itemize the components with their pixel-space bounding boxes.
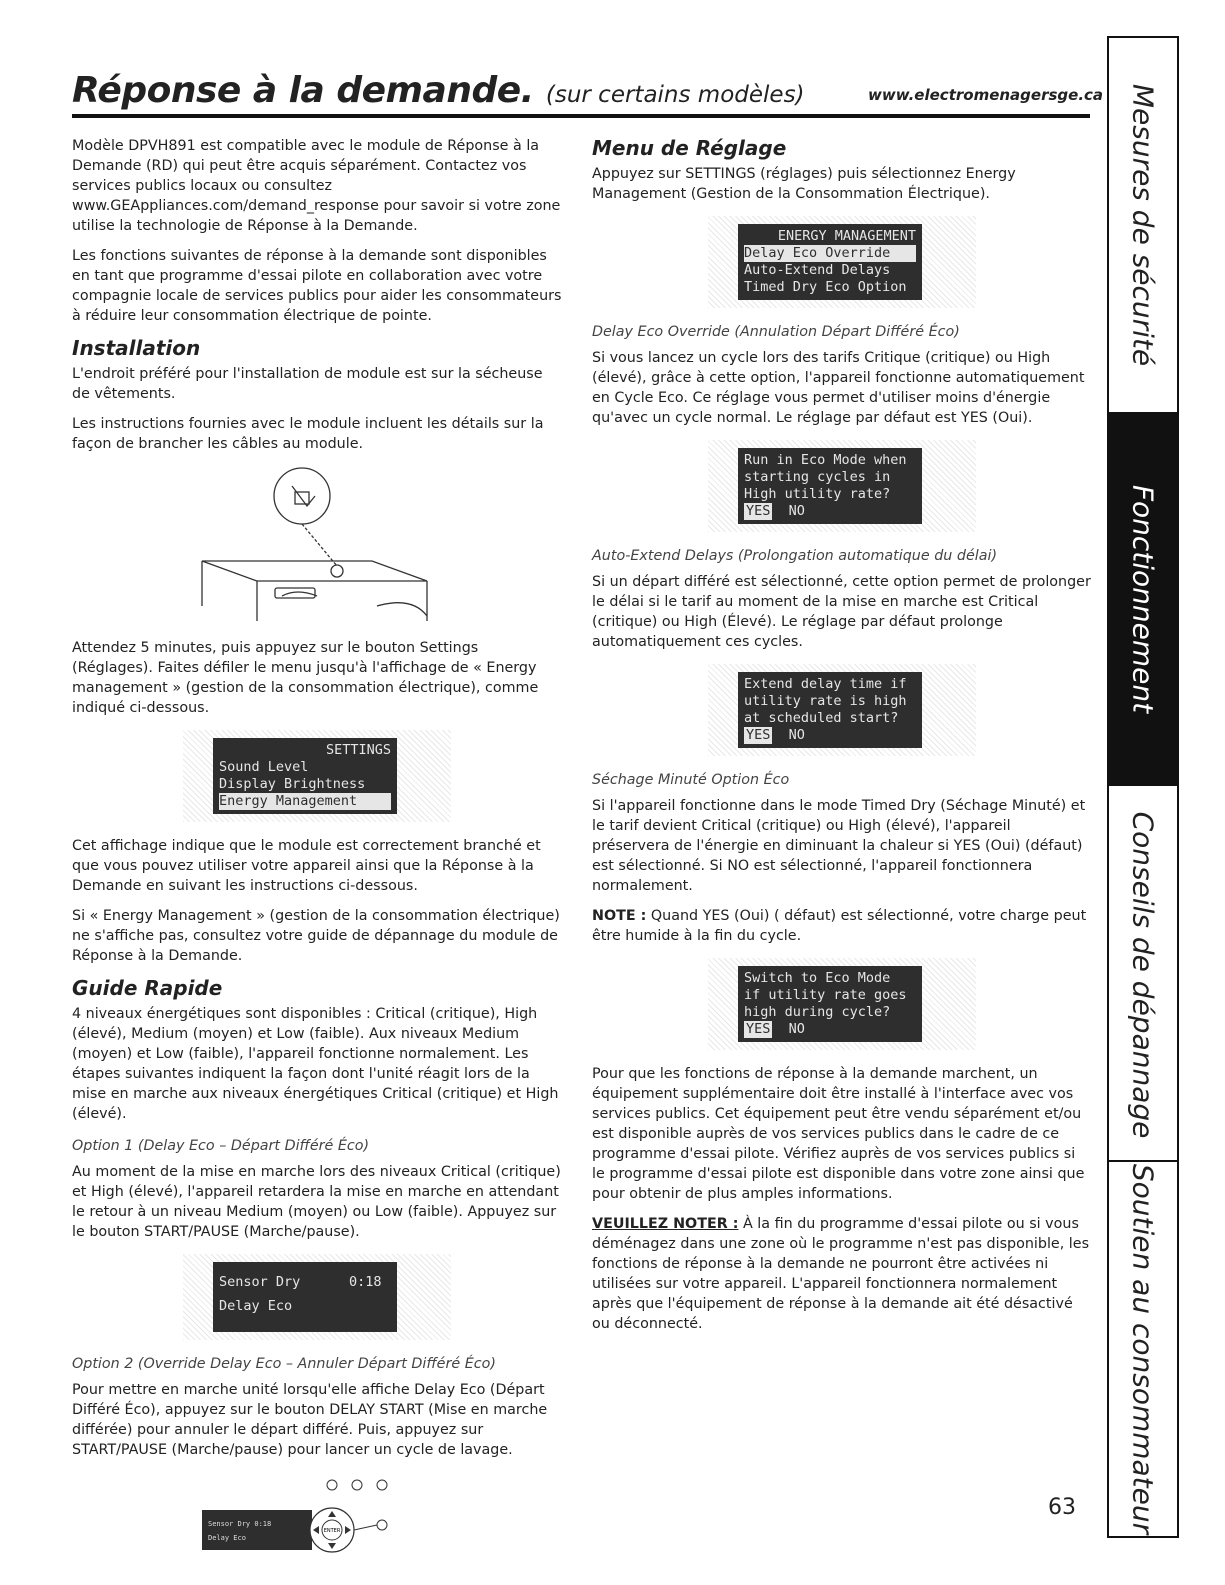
panel-lcd-line-2: Delay Eco [208,1534,246,1542]
extend-delay-display [708,664,976,756]
lcd-menu-item-selected: Delay Eco Override [744,245,916,262]
site-url[interactable]: www.electromenagersge.ca [868,86,1104,104]
note-text: Quand YES (Oui) ( défaut) est sélectionné, votre charge peut être humide à la fin du cycle. [592,908,1087,944]
intro-paragraph-1: Modèle DPVH891 est compatible avec le module de Réponse à la Demande (RD) qui peut être acquis séparément. Contactez vos services publics locaux ou consultez www.GEAppliances.com/demand_response pour savoir si votre zone utilise la technologie de Réponse à la Demande. [72,138,561,234]
connected-paragraph: Cet affichage indique que le module est correctement branché et que vous pouvez utiliser votre appareil ainsi que la Réponse à la Demande en suivant les instructions ci-dessous. [72,838,541,894]
tab-label: Soutien au consommateur [1126,1163,1160,1535]
intro-paragraph-2: Les fonctions suivantes de réponse à la demande sont disponibles en tant que programme d'essai pilote en collaboration avec votre compagnie locale de services publics pour aider les consommateurs à réduire leur consommation électrique de pointe. [72,248,562,324]
lcd-line: utility rate is high [744,693,907,709]
wait-paragraph: Attendez 5 minutes, puis appuyez sur le bouton Settings (Réglages). Faites défiler le menu jusqu'à l'affichage de « Energy management » (gestion de la consommation électrique), comme indiqué ci-dessous. [72,640,539,716]
tab-conseils-de-depannage[interactable] [1109,788,1177,1162]
lcd-line: starting cycles in [744,469,891,485]
option2-caption: Option 2 (Override Delay Eco – Annuler Départ Différé Éco) [72,1356,496,1372]
switch-eco-display [708,958,976,1050]
installation-paragraph-2: Les instructions fournies avec le module incluent les détails sur la façon de brancher les câbles au module. [72,416,544,452]
right-column [592,136,1092,1344]
option1-paragraph: Au moment de la mise en marche lors des niveaux Critical (critique) et High (élevé), l'appareil retardera la mise en marche en attendant le retour à un niveau Medium (moyen) ou Low (faible). Appuyez sur le bouton START/PAUSE (Marche/pause). [72,1164,561,1240]
enter-button-label: ENTER [323,1528,341,1534]
tab-mesures-de-securite[interactable] [1109,38,1177,412]
menu-heading: Menu de Réglage [592,136,787,160]
installation-heading: Installation [72,336,201,360]
notice-paragraph [592,1214,1092,1334]
quick-guide-heading: Guide Rapide [72,976,223,1000]
lcd-menu-item-selected: Energy Management [219,793,391,810]
lcd-yes-option: YES [746,727,771,743]
lcd-line: Delay Eco [219,1298,293,1314]
page-title-text: Réponse à la demande. [72,70,534,111]
lcd-line: Sensor Dry 0:18 [219,1274,382,1290]
panel-lcd-line-1: Sensor Dry 0:18 [208,1520,272,1528]
tab-label: Mesures de sécurité [1126,83,1160,367]
lcd-menu-item: Display Brightness [219,776,366,792]
lcd-yes-option: YES [746,503,771,519]
timed-dry-caption: Séchage Minuté Option Éco [592,772,790,788]
lcd-line: high during cycle? [744,1004,891,1020]
auto-extend-caption: Auto-Extend Delays (Prolongation automatique du délai) [592,548,998,564]
sensor-dry-display [183,1254,451,1340]
option2-paragraph: Pour mettre en marche unité lorsqu'elle affiche Delay Eco (Départ Différé Éco), appuyez sur le bouton DELAY START (Mise en marche différée) pour annuler le départ différé. Puis, appuyez sur START/PAUSE (Marche/pause) pour lancer un cycle de lavage. [72,1382,548,1458]
lcd-no-option: NO [788,1021,805,1037]
quick-guide-paragraph: 4 niveaux énergétiques sont disponibles : Critical (critique), High (élevé), Medium (moyen) et Low (faible). Aux niveaux Medium (moyen) et Low (faible), l'appareil fonctionne normalement. Les étapes suivantes indiquent la façon dont l'unité réagit lors de la mise en marche aux niveaux énergétiques Critical (critique) et High (élevé). [72,1006,559,1122]
lcd-screen [738,672,922,748]
tab-label: Conseils de dépannage [1126,811,1160,1139]
lcd-no-option: NO [788,503,805,519]
menu-paragraph: Appuyez sur SETTINGS (réglages) puis sélectionnez Energy Management (Gestion de la Consommation Électrique). [592,166,1016,202]
tab-label: Fonctionnement [1126,484,1160,714]
notice-label: VEUILLEZ NOTER : [592,1216,739,1232]
energy-management-display [708,216,976,308]
title-divider [72,114,1090,118]
lcd-line: at scheduled start? [744,710,899,726]
lcd-heading: ENERGY MANAGEMENT [777,228,916,244]
lcd-screen [213,738,397,814]
lcd-screen [213,1262,397,1332]
timed-dry-paragraph: Si l'appareil fonctionne dans le mode Timed Dry (Séchage Minuté) et le tarif devient Critical (critique) ou High (élevé), l'appareil préservera de l'énergie en diminuant la chaleur si YES (Oui) (défaut) est sélectionné. Si NO est sélectionné, l'appareil fonctionnera normalement. [592,798,1086,894]
installation-paragraph-1: L'endroit préféré pour l'installation de module est sur la sécheuse de vêtements. [72,366,543,402]
left-column [72,136,562,1560]
lcd-yes-option: YES [746,1021,771,1037]
lcd-line: Run in Eco Mode when [744,452,907,468]
section-sidebar [1107,36,1179,1538]
lcd-menu-item: Auto-Extend Delays [744,262,891,278]
delay-eco-paragraph: Si vous lancez un cycle lors des tarifs Critique (critique) ou High (élevé), grâce à cette option, l'appareil fonctionne automatiquement en Cycle Eco. Ce réglage vous permet d'utiliser moins d'énergie qu'avec un cycle normal. Le réglage par défaut est YES (Oui). [592,350,1085,426]
lcd-line: Switch to Eco Mode [744,970,891,986]
tab-fonctionnement[interactable] [1109,412,1177,786]
lcd-line: High utility rate? [744,486,891,502]
missing-paragraph: Si « Energy Management » (gestion de la consommation électrique) ne s'affiche pas, consultez votre guide de dépannage du module de Réponse à la Demande. [72,908,560,964]
page-title [72,70,805,111]
page-subtitle: (sur certains modèles) [545,82,805,108]
note-paragraph [592,906,1092,946]
lcd-no-option: NO [788,727,805,743]
auto-extend-paragraph: Si un départ différé est sélectionné, cette option permet de prolonger le délai si le tarif au moment de la mise en marche est Critical (critique) ou High (Élevé). Le réglage par défaut prolonge automatiquement ces cycles. [592,574,1091,650]
lcd-screen [738,966,922,1042]
delay-eco-caption: Delay Eco Override (Annulation Départ Différé Éco) [592,324,960,340]
lcd-line: Extend delay time if [744,676,907,692]
control-panel-illustration [192,1470,442,1560]
lcd-heading: SETTINGS [325,742,391,758]
page-number: 63 [1048,1495,1076,1520]
tab-soutien-au-consommateur[interactable] [1109,1162,1177,1536]
option1-caption: Option 1 (Delay Eco – Départ Différé Éco) [72,1138,370,1154]
lcd-line: if utility rate goes [744,987,907,1003]
settings-display [183,730,451,822]
lcd-screen [738,448,922,524]
notice-text: À la fin du programme d'essai pilote ou si vous déménagez dans une zone où le programme n'est pas disponible, les fonctions de réponse à la demande ne pourront être activées ni utilisées sur votre appareil. L'appareil fonctionnera normalement après que l'équipement de réponse à la demande ait été désactivé ou déconnecté. [592,1216,1090,1332]
lcd-screen [738,224,922,300]
lcd-menu-item: Sound Level [219,759,309,775]
note-label: NOTE : [592,908,647,924]
module-installation-illustration [197,466,437,626]
lcd-menu-item: Timed Dry Eco Option [744,279,907,295]
run-eco-display [708,440,976,532]
equipment-paragraph: Pour que les fonctions de réponse à la demande marchent, un équipement supplémentaire doit être installé à l'interface avec vos services publics. Cet équipement peut être vendu séparément et/ou est disponible auprès de vos services publics dans le cadre de ce programme d'essai pilote. Vérifiez auprès de vos services publics si le programme d'essai pilote est disponible dans votre zone ainsi que pour obtenir de plus amples informations. [592,1066,1085,1202]
